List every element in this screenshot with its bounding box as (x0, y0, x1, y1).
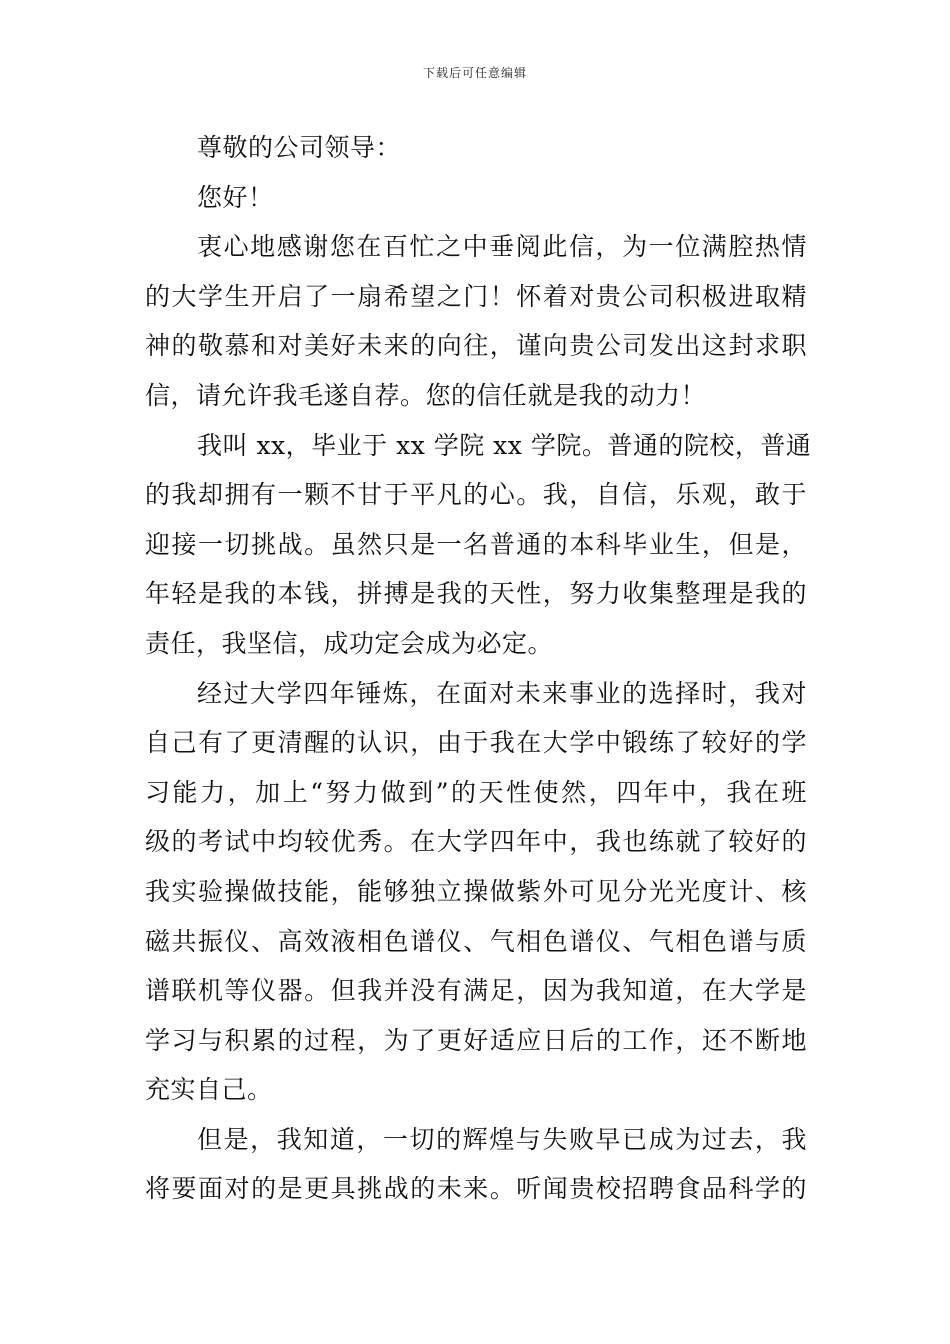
letter-line: 年轻是我的本钱，拼搏是我的天性，努力收集整理是我的 (145, 579, 807, 609)
letter-line: 充实自己。 (145, 1075, 273, 1105)
letter-line: 迎接一切挑战。虽然只是一名普通的本科毕业生，但是， (145, 529, 807, 559)
letter-line: 学习与积累的过程，为了更好适应日后的工作，还不断地 (145, 1025, 807, 1055)
letter-line: 级的考试中均较优秀。在大学四年中，我也练就了较好的 (145, 827, 807, 857)
letter-line: 责任，我坚信，成功定会成为必定。 (145, 628, 554, 658)
header-note: 下载后可任意编辑 (422, 66, 527, 80)
letter-line: 的我却拥有一颗不甘于平凡的心。我，自信，乐观，敢于 (145, 480, 807, 510)
letter-line: 我叫 xx，毕业于 xx 学院 xx 学院。普通的院校，普通 (197, 430, 812, 460)
letter-line: 谱联机等仪器。但我并没有满足，因为我知道，在大学是 (145, 976, 807, 1006)
letter-line: 自己有了更清醒的认识，由于我在大学中锻练了较好的学 (145, 728, 807, 758)
letter-line: 我实验操做技能，能够独立操做紫外可见分光光度计、核 (145, 876, 807, 906)
letter-line: 习能力，加上“努力做到”的天性使然，四年中，我在班 (145, 777, 807, 807)
letter-line: 磁共振仪、高效液相色谱仪、气相色谱仪、气相色谱与质 (145, 926, 807, 956)
letter-line: 经过大学四年锤炼，在面对未来事业的选择时，我对 (197, 678, 807, 708)
letter-line: 信，请允许我毛遂自荐。您的信任就是我的动力！ (145, 380, 707, 410)
letter-line: 将要面对的是更具挑战的未来。听闻贵校招聘食品科学的 (145, 1174, 807, 1204)
letter-line: 衷心地感谢您在百忙之中垂阅此信，为一位满腔热情 (197, 232, 807, 262)
letter-line: 尊敬的公司领导： (197, 133, 402, 162)
letter-line: 的大学生开启了一扇希望之门！怀着对贵公司积极进取精 (145, 281, 807, 311)
letter-body (145, 123, 812, 1214)
letter-line: 但是，我知道，一切的辉煌与失败早已成为过去，我 (197, 1124, 807, 1154)
letter-line: 神的敬慕和对美好未来的向往，谨向贵公司发出这封求职 (145, 331, 807, 361)
letter-line: 您好！ (197, 182, 274, 212)
